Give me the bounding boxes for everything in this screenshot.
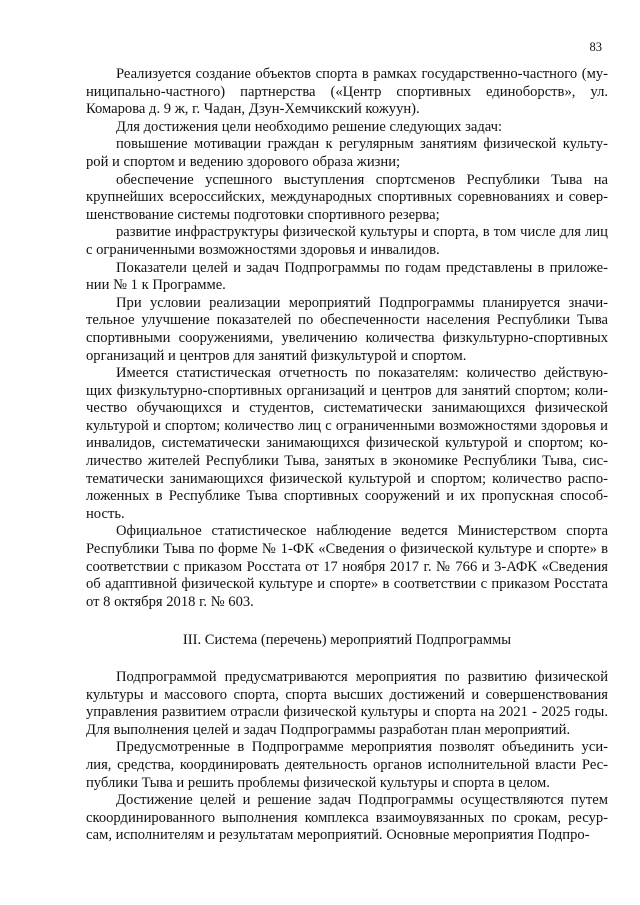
paragraph-tasks-intro: Для достижения цели необходимо решение следующих задач: [116,118,503,135]
paragraph-expected-results: При условии реализации мероприятий Подпрограммы планируется значи-тельное улучшение показателей по обеспеченности населения Республики Тыва спортивными сооружениями, увеличению количества физкультурно-спортивных организаций и центров для занятий физкультурой и спортом. [86,294,608,364]
page-number: 83 [589,40,602,54]
paragraph-statistics: Имеется статистическая отчетность по показателям: количество действую-щих физкультурно-спортивных организаций и центров для занятий спортом; коли-чество обучающихся и студентов, систематически занимающихся физической культурой и спортом; количество лиц с ограниченными возможностями здоровья и инвалидов, систематически занимающихся физической культурой и спортом; ко-личество жителей Республики Тыва, занятых в экономике Республики Тыва, сис-тематически занимающихся физической культурой и спортом; количество распо-ложенных в Республике Тыва спортивных сооружений и их пропускная способ-ность. [86,365,608,522]
paragraph-indicators: Показатели целей и задач Подпрограммы по годам представлены в приложе-нии № 1 к Программе. [86,259,608,294]
paragraph-goals-achievement: Достижение целей и решение задач Подпрограммы осуществляются путем скоординированного выполнения комплекса взаимоувязанных по срокам, ресур-сам, исполнителям и результатам мероприятий. Основные мероприятия Подпро- [86,792,608,844]
paragraph-coordination: Предусмотренные в Подпрограмме мероприятия позволят объединить уси-лия, средства, координировать деятельность органов исполнительной власти Рес-публики Тыва и решить проблемы физической культуры и спорта в целом. [86,739,608,791]
paragraph-official-observation: Официальное статистическое наблюдение ведется Министерством спорта Республики Тыва по форме № 1-ФК «Сведения о физической культуре и спорте» в соответствии с приказом Росстата от 17 ноября 2017 г. № 766 и 3-АФК «Сведения об адаптивной физической культуре и спорте» в соответствии с приказом Росстата от 8 октября 2018 г. № 603. [86,523,608,610]
paragraph-subprogram-measures: Подпрограммой предусматриваются мероприятия по развитию физической культуры и массового спорта, спорта высших достижений и совершенствования управления развитием отрасли физической культуры и спорта на 2021 - 2025 годы. Для выполнения целей и задач Подпрограммы разработан план мероприятий. [86,669,608,738]
paragraph-task-infrastructure: развитие инфраструктуры физической культуры и спорта, в том числе для лиц с ограниченными возможностями здоровья и инвалидов. [86,224,608,258]
paragraph-task-motivation: повышение мотивации граждан к регулярным занятиям физической культу-рой и спортом и ведению здорового образа жизни; [86,136,608,170]
body-text [86,66,608,845]
paragraph-ppp-partnership: Реализуется создание объектов спорта в рамках государственно-частного (му-ниципально-частного) партнерства («Центр спортивных единоборств», ул. Комарова д. 9 ж, г. Чадан, Дзун-Хемчикский кожуун). [86,66,608,118]
section-title: III. Система (перечень) мероприятий Подпрограммы [182,632,512,649]
paragraph-task-athletes: обеспечение успешного выступления спортсменов Республики Тыва на крупнейших всероссийских, международных спортивных соревнованиях и совер-шенствование системы подготовки спортивного резерва; [86,171,608,223]
